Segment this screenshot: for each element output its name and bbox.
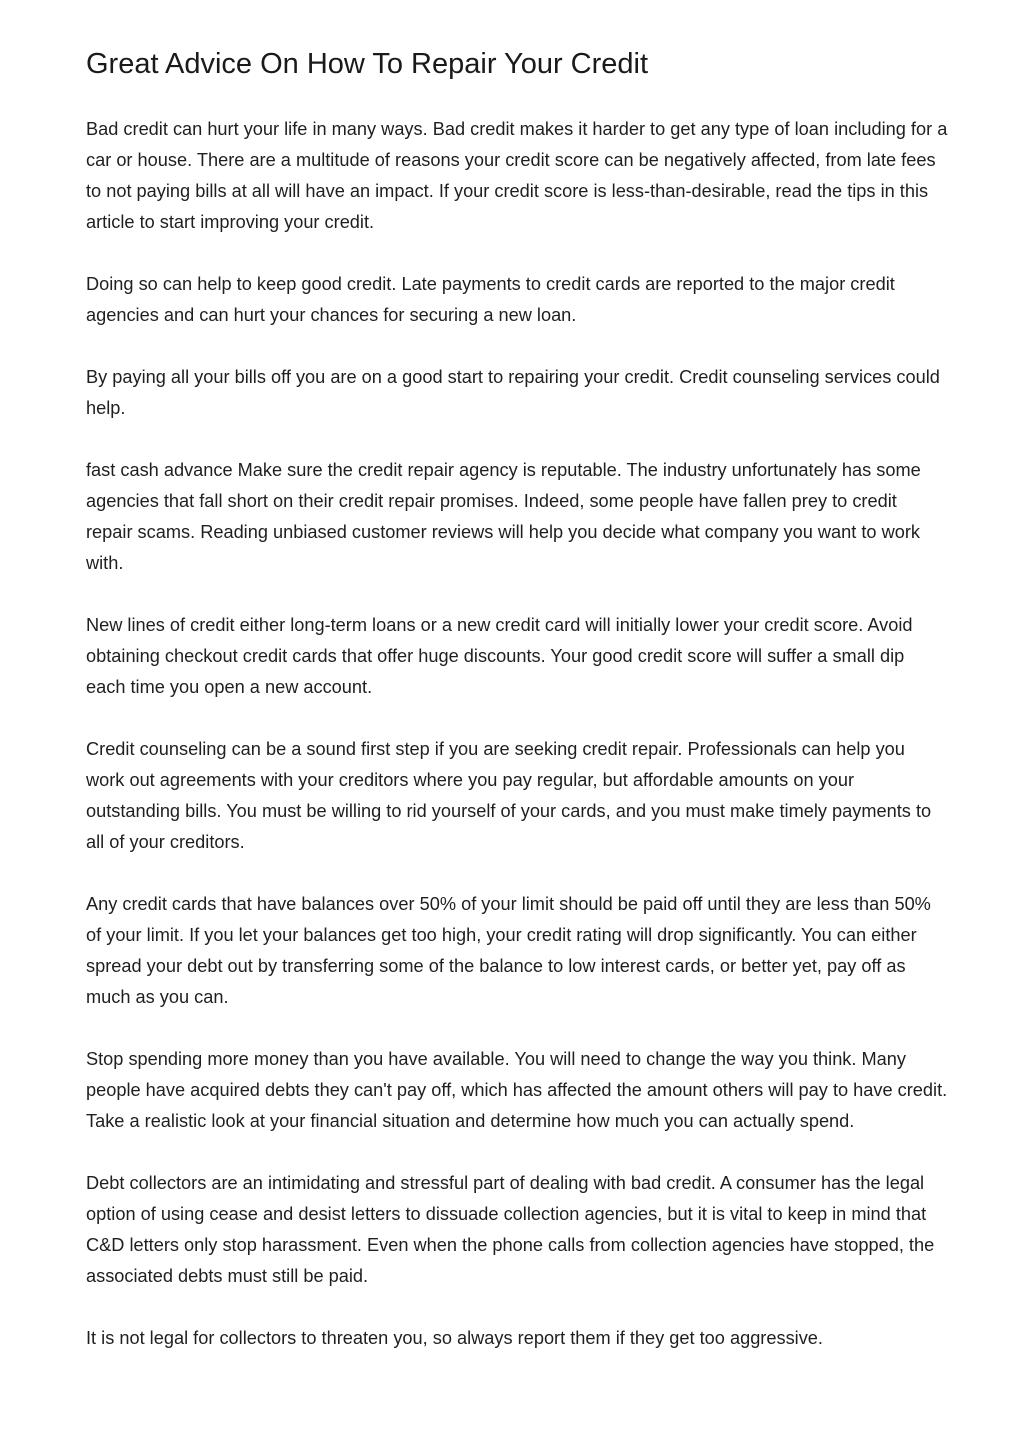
paragraph: Doing so can help to keep good credit. Late payments to credit cards are reported to the major credit agencies and can hurt your chances for securing a new loan. [86, 274, 895, 325]
paragraph: Any credit cards that have balances over 50% of your limit should be paid off until they are less than 50% of your limit. If you let your balances get too high, your credit rating will drop significantly. You can either spread your debt out by transferring some of the balance to low interest cards, or better yet, pay off as much as you can. [86, 894, 931, 1007]
paragraph: Credit counseling can be a sound first step if you are seeking credit repair. Professionals can help you work out agreements with your creditors where you pay regular, but affordable amounts on your outstanding bills. You must be willing to rid yourself of your cards, and you must make timely payments to all of your creditors. [86, 739, 932, 852]
paragraph: By paying all your bills off you are on a good start to repairing your credit. Credit counseling services could help. [86, 367, 940, 418]
paragraph: Debt collectors are an intimidating and stressful part of dealing with bad credit. A consumer has the legal option of using cease and desist letters to dissuade collection agencies, but it is vital to keep in mind that C&D letters only stop harassment. Even when the phone calls from collection agencies have stopped, the associated debts must still be paid. [86, 1173, 935, 1286]
paragraph: Stop spending more money than you have available. You will need to change the way you think. Many people have acquired debts they can't pay off, which has affected the amount others will pay to have credit. Take a realistic look at your financial situation and determine how much you can actually spend. [86, 1049, 948, 1131]
paragraph: fast cash advance Make sure the credit repair agency is reputable. The industry unfortunately has some agencies that fall short on their credit repair promises. Indeed, some people have fallen prey to credit repair scams. Reading unbiased customer reviews will help you decide what company you want to work with. [86, 460, 921, 573]
paragraph: New lines of credit either long-term loans or a new credit card will initially lower your credit score. Avoid obtaining checkout credit cards that offer huge discounts. Your good credit score will suffer a small dip each time you open a new account. [86, 615, 913, 697]
paragraph: It is not legal for collectors to threaten you, so always report them if they get too aggressive. [86, 1328, 823, 1348]
paragraph: Bad credit can hurt your life in many ways. Bad credit makes it harder to get any type of loan including for a car or house. There are a multitude of reasons your credit score can be negatively affected, from late fees to not paying bills at all will have an impact. If your credit score is less-than-desirable, read the tips in this article to start improving your credit. [86, 119, 948, 232]
page-title: Great Advice On How To Repair Your Credit [86, 48, 649, 80]
article-body [86, 114, 948, 1385]
